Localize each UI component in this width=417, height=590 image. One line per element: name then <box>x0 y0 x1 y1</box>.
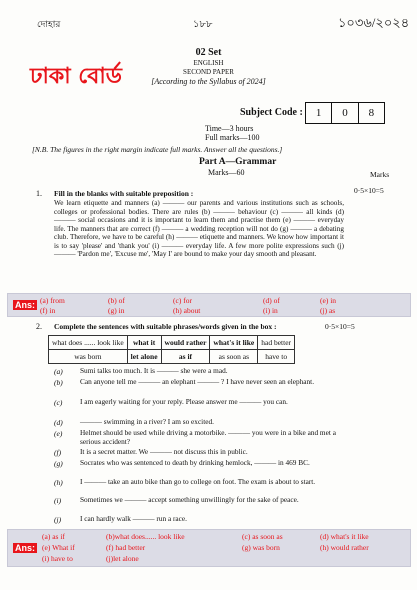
item-label: (b) <box>54 378 63 387</box>
set-title: 02 Set <box>195 47 222 58</box>
exam-time: Time—3 hours <box>205 124 254 133</box>
question-number: 2. <box>36 322 42 331</box>
answer-item: (a) as if <box>42 532 65 541</box>
answer-item: (i) in <box>263 306 278 315</box>
item-label: (d) <box>54 418 63 427</box>
item-text: It is a secret matter. We ——— not discuss this in public. <box>80 447 248 456</box>
phrase-cell: as soon as <box>210 350 258 364</box>
answer-item: (g) in <box>108 306 125 315</box>
item-text: Helmet should be used while driving a motorbike. ——— you were in a bike and met a serious accident? <box>80 428 336 446</box>
item-label: (c) <box>54 398 63 407</box>
phrase-cell: as if <box>161 350 210 364</box>
answer-item: (e) in <box>320 296 337 305</box>
answer-item: (d) what's it like <box>320 532 369 541</box>
phrase-cell: what it <box>127 336 161 350</box>
item-label: (j) <box>54 515 62 524</box>
question-passage: We learn etiquette and manners (a) ——— our parents and various institutions such as schools, colleges or professional bodies. There are rules (b) ——— behaviour (c) ——— all kinds (d) ——— social occasions and it is important to learn them and practise them (e) ——— everyday life. The manners that are correct (f) ——— a wedding reception will not do (g) ——— a debating club. Therefore, we have to be careful (h) ——— etiquette and manners. We know how important it is to say 'please' and 'thank you' (i) ——— everyday life. A few more polite expressions such (j) ——— 'Pardon me', 'Excuse me', 'May I' are bound to make your day smooth and pleasant. <box>54 199 344 258</box>
answer-item: (b)what does...... look like <box>106 532 185 541</box>
marks-column-label: Marks <box>370 170 390 179</box>
answer-item: (f) in <box>40 306 56 315</box>
answer-label: Ans: <box>15 543 35 553</box>
part-title: Part A—Grammar <box>199 157 277 167</box>
answer-item: (c) for <box>173 296 192 305</box>
answer-box-2 <box>7 529 411 567</box>
item-label: (g) <box>54 459 63 468</box>
item-label: (a) <box>54 367 63 376</box>
answer-item: (h) would rather <box>320 543 369 552</box>
item-text: I can hardly walk ——— run a race. <box>80 514 187 523</box>
page-number: ১৮৮ <box>193 19 213 30</box>
code-digit: 8 <box>368 107 375 119</box>
question-instruction: Fill in the blanks with suitable preposition : <box>54 189 194 198</box>
item-text: ——— swimming in a river? I am so excited. <box>80 417 214 426</box>
item-text: Sometimes we ——— accept something unwillingly for the sake of peace. <box>80 495 299 504</box>
item-text: Socrates who was sentenced to death by drinking hemlock, ——— in 469 BC. <box>80 458 310 467</box>
answer-item: (j) as <box>320 306 336 315</box>
subject-code-label: Subject Code : <box>240 107 303 118</box>
item-text: I ——— take an auto bike than go to college on foot. The exam is about to start. <box>80 477 316 486</box>
answer-item: (a) from <box>40 296 65 305</box>
answer-item: (e) What if <box>42 543 75 552</box>
question-instruction: Complete the sentences with suitable phrases/words given in the box : <box>54 322 277 331</box>
header-left-label: দোহার <box>37 19 61 29</box>
board-stamp: ঢাকা বোর্ড <box>30 64 122 89</box>
instruction-note: [N.B. The figures in the right margin indicate full marks. Answer all the questions.] <box>32 145 283 154</box>
answer-item: (h) about <box>173 306 201 315</box>
phrase-cell: let alone <box>127 350 161 364</box>
item-label: (e) <box>54 429 63 438</box>
phrase-box <box>48 335 295 364</box>
syllabus-note: [According to the Syllabus of 2024] <box>151 77 266 86</box>
code-digit: 0 <box>332 103 358 123</box>
code-digit: 1 <box>306 103 332 123</box>
phrase-cell: what's it like <box>210 336 258 350</box>
item-label: (f) <box>54 448 62 457</box>
answer-box-1 <box>7 293 411 317</box>
item-label: (h) <box>54 478 63 487</box>
paper-title: SECOND PAPER <box>183 68 234 76</box>
phrase-cell: was born <box>49 350 128 364</box>
phrase-cell: had better <box>258 336 295 350</box>
part-marks: Marks—60 <box>208 168 245 177</box>
answer-label: Ans: <box>15 300 35 310</box>
answer-item: (f) had better <box>106 543 146 552</box>
phrase-cell: would rather <box>161 336 210 350</box>
item-text: I am eagerly waiting for your reply. Please answer me ——— you can. <box>80 397 288 406</box>
question-marks: 0·5×10=5 <box>354 186 384 195</box>
answer-item: (b) of <box>108 296 125 305</box>
full-marks: Full marks—100 <box>205 133 260 142</box>
question-marks: 0·5×10=5 <box>325 322 355 331</box>
item-text: Sumi talks too much. It is ——— she were a mad. <box>80 366 228 375</box>
item-text: Can anyone tell me ——— an elephant ——— ? I have never seen an elephant. <box>80 377 315 386</box>
answer-item: (i) have to <box>42 554 73 563</box>
phrase-cell: have to <box>258 350 295 364</box>
item-label: (i) <box>54 496 62 505</box>
phrase-cell: what does ...... look like <box>49 336 128 350</box>
header-right-code: ১০৩৬/২০২৪ <box>338 15 410 30</box>
answer-item: (c) as soon as <box>242 532 283 541</box>
answer-item: (j)let alone <box>106 554 139 563</box>
subject-code-box <box>305 102 385 124</box>
question-number: 1. <box>36 189 42 198</box>
answer-item: (g) was born <box>242 543 280 552</box>
subject-title: ENGLISH <box>193 59 224 67</box>
answer-item: (d) of <box>263 296 280 305</box>
